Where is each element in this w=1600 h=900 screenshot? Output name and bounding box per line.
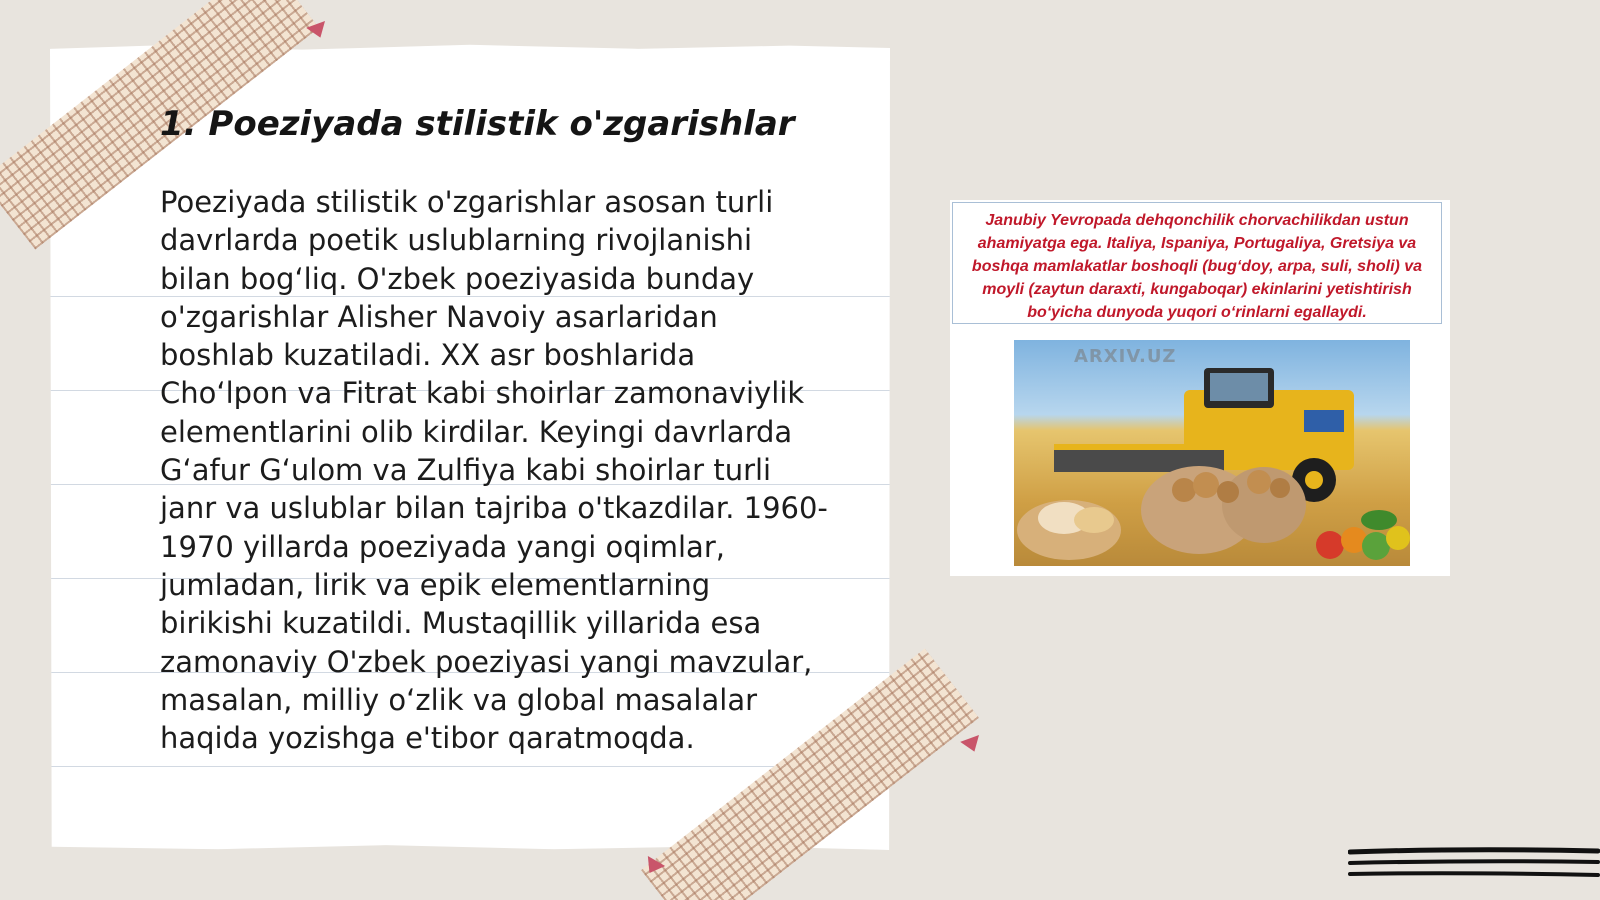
caption-line: bo‘yicha dunyoda yuqori o‘rinlarni egallaydi.	[1027, 304, 1367, 321]
body-line: Cho‘lpon va Fitrat kabi shoirlar zamonaviylik	[160, 376, 805, 411]
figure-card	[950, 200, 1450, 576]
harvester-hub	[1305, 471, 1323, 489]
slide-title: 1. Poeziyada stilistik o'zgarishlar	[160, 104, 795, 144]
body-line: birikishi kuzatildi. Mustaqillik yillarida esa	[160, 606, 762, 641]
brush-stroke	[1350, 873, 1598, 875]
leaves	[1361, 510, 1397, 530]
harvest-photo	[1014, 340, 1410, 566]
body-line: bilan bog‘liq. O'zbek poeziyasida bunday	[160, 261, 755, 296]
caption-line: ahamiyatga ega. Italiya, Ispaniya, Portugaliya, Gretsiya va	[977, 235, 1417, 252]
harvest-illustration	[1014, 340, 1410, 566]
body-line: o'zgarishlar Alisher Navoiy asarlaridan	[160, 299, 718, 334]
figure-caption	[952, 202, 1442, 324]
tomato	[1316, 531, 1344, 559]
body-line: 1970 yillarda poeziyada yangi oqimlar,	[160, 529, 725, 564]
potato	[1172, 478, 1196, 502]
body-line: haqida yozishga e'tibor qaratmoqda.	[160, 721, 695, 756]
body-line: Poeziyada stilistik o'zgarishlar asosan turli	[160, 185, 774, 219]
ruled-line	[50, 766, 890, 767]
harvester-stripe	[1304, 410, 1344, 432]
brush-stroke	[1350, 861, 1598, 863]
caption-line: Janubiy Yevropada dehqonchilik chorvachilikdan ustun	[985, 212, 1409, 229]
body-line: jumladan, lirik va epik elementlarning	[160, 567, 711, 602]
harvester-window	[1210, 373, 1268, 401]
potato	[1193, 472, 1219, 498]
bread	[1074, 507, 1114, 533]
body-line: G‘afur G‘ulom va Zulfiya kabi shoirlar turli	[160, 453, 772, 488]
harvester-header-top	[1054, 444, 1224, 450]
body-line: elementlarini olib kirdilar. Keyingi davrlarda	[160, 414, 793, 449]
body-line: boshlab kuzatiladi. XX asr boshlarida	[160, 338, 696, 373]
body-paragraph	[160, 183, 850, 757]
brush-stroke	[1350, 850, 1598, 852]
body-line: masalan, milliy o‘zlik va global masalalar	[160, 682, 758, 717]
potato	[1270, 478, 1290, 498]
watermark: ARXIV.UZ	[1074, 346, 1177, 367]
caption-line: boshqa mamlakatlar boshoqli (bug‘doy, arpa, suli, sholi) va	[971, 258, 1423, 275]
body-line: davrlarda poetik uslublarning rivojlanishi	[160, 223, 753, 258]
pin-icon	[960, 735, 984, 755]
decorative-lines	[1348, 846, 1600, 880]
greens	[1362, 532, 1390, 560]
pepper	[1386, 526, 1410, 550]
body-line: janr va uslublar bilan tajriba o'tkazdilar. 1960-	[160, 491, 828, 526]
caption-line: moyli (zaytun daraxti, kungaboqar) ekinlarini yetishtirish	[982, 281, 1412, 298]
potato	[1217, 481, 1239, 503]
body-line: zamonaviy O'zbek poeziyasi yangi mavzular,	[160, 644, 813, 679]
potato	[1247, 470, 1271, 494]
